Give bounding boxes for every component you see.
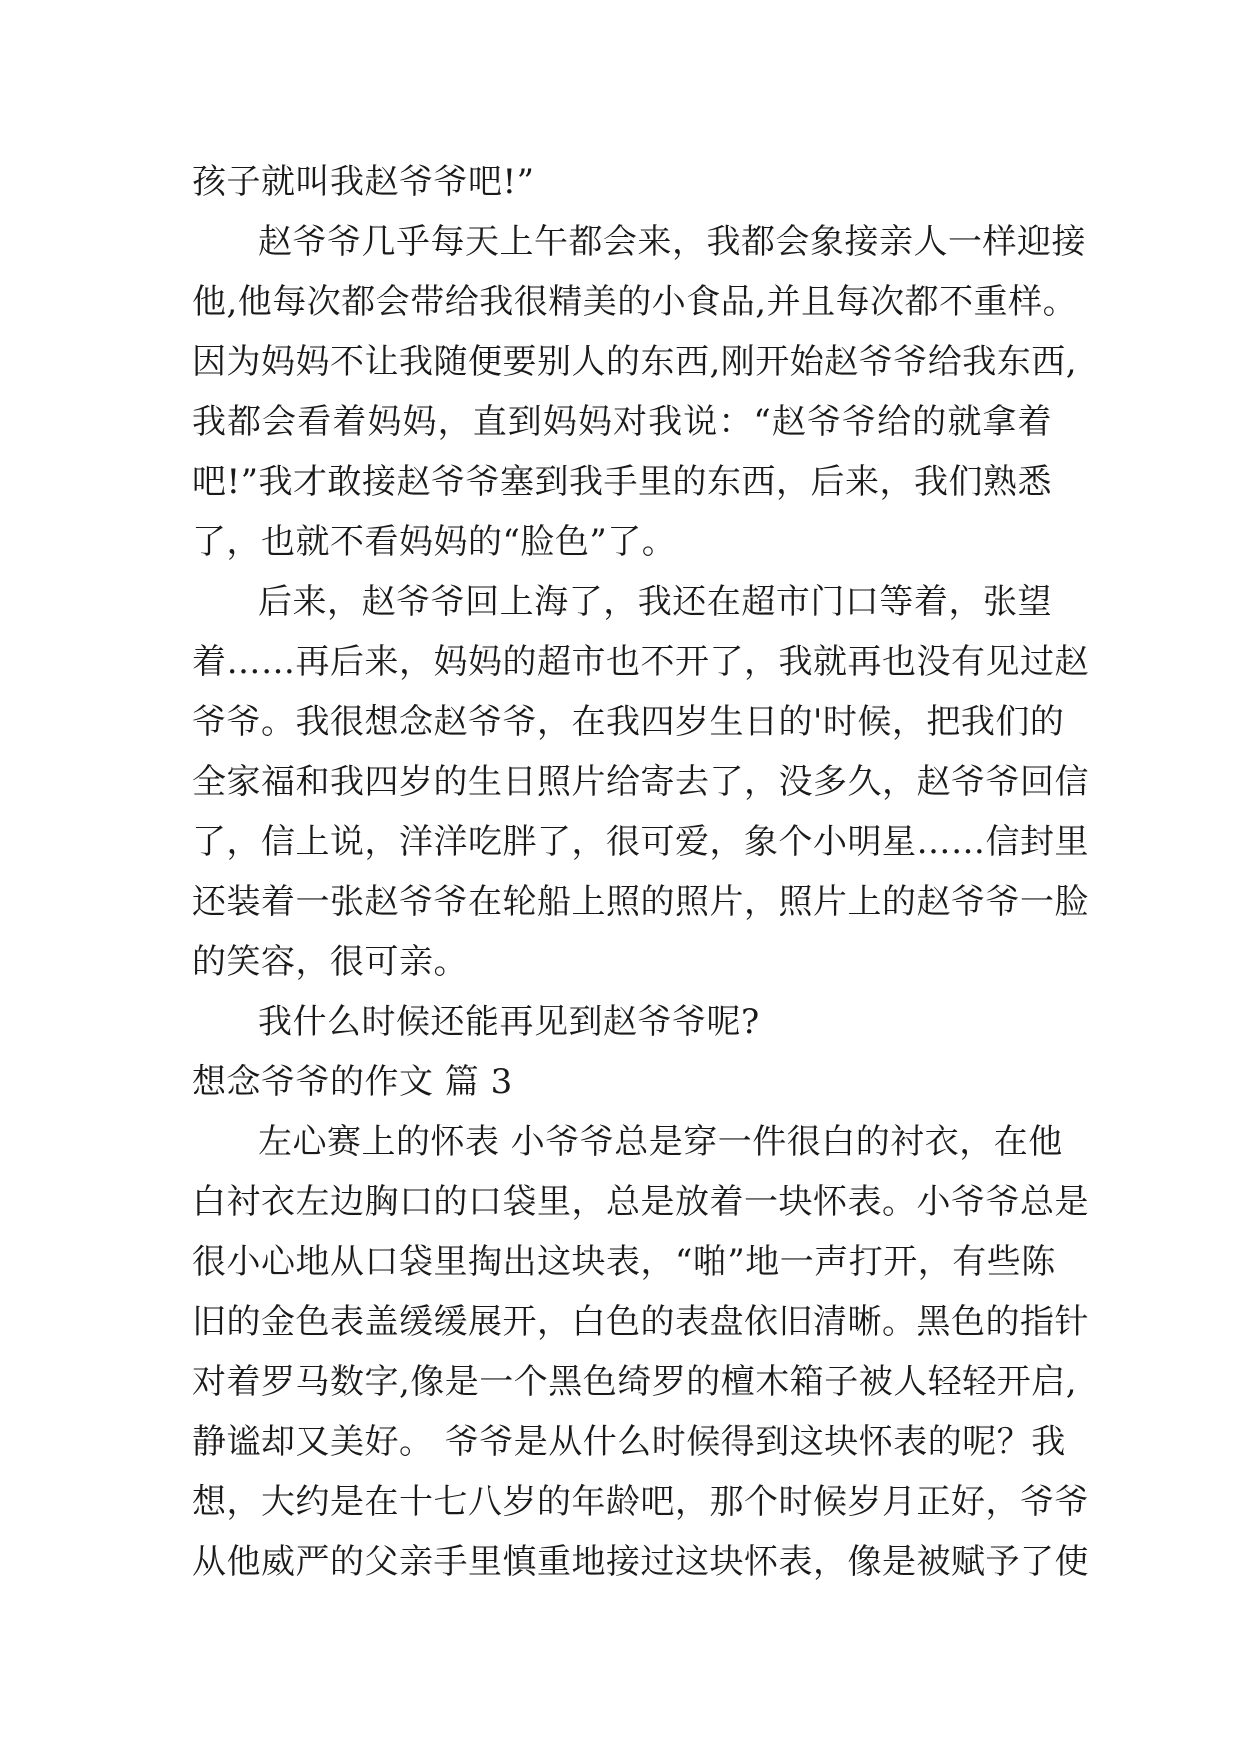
- text-line: 左心赛上的怀表 小爷爷总是穿一件很白的衬衣，在他: [258, 1122, 1063, 1162]
- text-line: 全家福和我四岁的生日照片给寄去了，没多久，赵爷爷回信: [192, 762, 1089, 802]
- text-line: 还装着一张赵爷爷在轮船上照的照片，照片上的赵爷爷一脸: [192, 882, 1089, 922]
- text-line: 了，信上说，洋洋吃胖了，很可爱，象个小明星……信封里: [192, 822, 1089, 862]
- text-line: 孩子就叫我赵爷爷吧!”: [192, 162, 535, 202]
- text-line: 我都会看着妈妈，直到妈妈对我说：“赵爷爷给的就拿着: [192, 402, 1052, 442]
- text-line: 对着罗马数字,像是一个黑色绮罗的檀木箱子被人轻轻开启,: [192, 1362, 1078, 1402]
- text-line: 他,他每次都会带给我很精美的小食品,并且每次都不重样。: [192, 282, 1078, 322]
- text-line: 静谧却又美好。 爷爷是从什么时候得到这块怀表的呢？我: [192, 1422, 1066, 1462]
- text-line: 着……再后来，妈妈的超市也不开了，我就再也没有见过赵: [192, 642, 1089, 682]
- text-line: 的笑容，很可亲。: [192, 942, 468, 982]
- text-line: 爷爷。我很想念赵爷爷，在我四岁生日的'时候，把我们的: [192, 702, 1065, 742]
- text-line: 赵爷爷几乎每天上午都会来，我都会象接亲人一样迎接: [258, 222, 1086, 262]
- text-line: 吧!”我才敢接赵爷爷塞到我手里的东西，后来，我们熟悉: [192, 462, 1053, 502]
- text-line: 白衬衣左边胸口的口袋里，总是放着一块怀表。小爷爷总是: [192, 1182, 1089, 1222]
- text-line: 旧的金色表盖缓缓展开，白色的表盘依旧清晰。黑色的指针: [192, 1302, 1089, 1342]
- text-line: 从他威严的父亲手里慎重地接过这块怀表，像是被赋予了使: [192, 1542, 1089, 1582]
- text-line: 后来，赵爷爷回上海了，我还在超市门口等着，张望: [258, 582, 1052, 622]
- section-heading: 想念爷爷的作文 篇 3: [192, 1062, 513, 1102]
- text-line: 很小心地从口袋里掏出这块表，“啪”地一声打开，有些陈: [192, 1242, 1056, 1282]
- text-line: 想，大约是在十七八岁的年龄吧，那个时候岁月正好，爷爷: [192, 1482, 1089, 1522]
- text-line: 了，也就不看妈妈的“脸色”了。: [192, 522, 677, 562]
- text-line: 我什么时候还能再见到赵爷爷呢?: [258, 1002, 760, 1042]
- text-line: 因为妈妈不让我随便要别人的东西,刚开始赵爷爷给我东西,: [192, 342, 1078, 382]
